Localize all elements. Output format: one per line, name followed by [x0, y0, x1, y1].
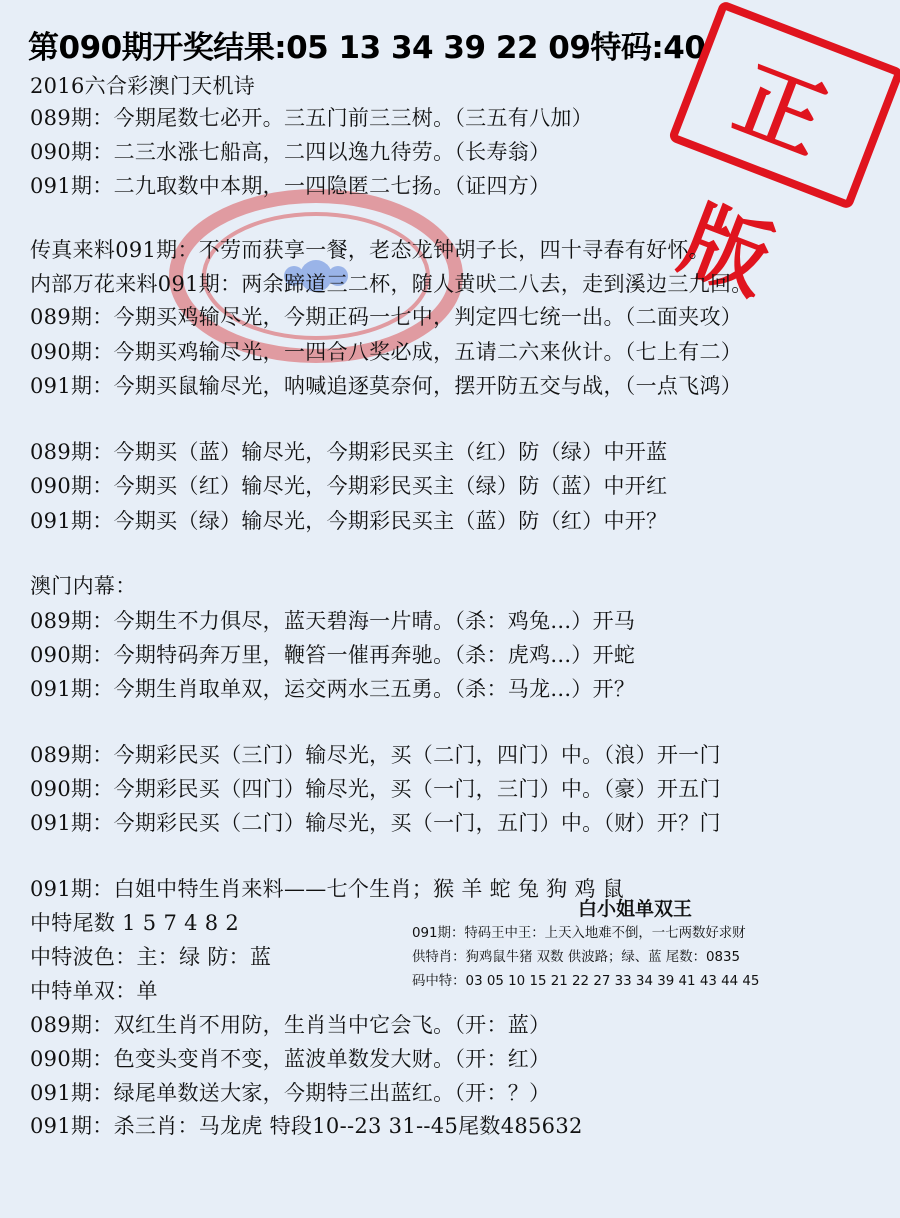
text-line: 091期：绿尾单数送大家，今期特三出蓝红。（开：？）: [30, 1081, 551, 1105]
text-line: 089期：今期尾数七必开。三五门前三三树。（三五有八加）: [30, 106, 593, 130]
text-line: 中特波色：主：绿 防：蓝: [30, 945, 272, 969]
text-line: 089期：双红生肖不用防，生肖当中它会飞。（开：蓝）: [30, 1013, 551, 1037]
text-line: 089期：今期生不力俱尽，蓝天碧海一片晴。（杀：鸡兔...）开马: [30, 609, 636, 633]
text-line: 089期：今期买（蓝）输尽光，今期彩民买主（红）防（绿）中开蓝: [30, 440, 668, 464]
text-line: 中特尾数 1 5 7 4 8 2: [30, 911, 240, 935]
text-line: 090期：今期买（红）输尽光，今期彩民买主（绿）防（蓝）中开红: [30, 474, 668, 498]
text-line: 089期：今期彩民买（三门）输尽光，买（二门，四门）中。（浪）开一门: [30, 743, 721, 767]
box-line: 091期：特码王中王：上天入地难不倒，一七两数好求财: [412, 926, 746, 941]
text-line: 089期：今期买鸡输尽光，今期正码一七中，判定四七统一出。（二面夹攻）: [30, 305, 743, 329]
poem-title: 2016六合彩澳门天机诗: [30, 74, 256, 98]
text-line: 090期：色变头变肖不变，蓝波单数发大财。（开：红）: [30, 1047, 551, 1071]
box-line: 码中特：03 05 10 15 21 22 27 33 34 39 41 43 44 45: [412, 974, 760, 989]
text-line: 091期：二九取数中本期，一四隐匿二七扬。（证四方）: [30, 174, 551, 198]
section-heading: 澳门内幕：: [30, 574, 137, 598]
authentic-stamp: 正版: [668, 0, 900, 210]
text-line: 091期：今期买鼠输尽光，呐喊追逐莫奈何，摆开防五交与战，（一点飞鸿）: [30, 374, 743, 398]
text-line: 090期：今期买鸡输尽光，一四合八奖必成，五请二六来伙计。（七上有二）: [30, 340, 743, 364]
text-line: 090期：今期特码奔万里，鞭笞一催再奔驰。（杀：虎鸡...）开蛇: [30, 643, 636, 667]
text-line: 内部万花来料091期：两余蹄道三二杯，随人黄吠二八去，走到溪边三九回。: [30, 272, 753, 296]
text-line: 091期：杀三肖：马龙虎 特段10--23 31--45尾数485632: [30, 1114, 583, 1138]
box-line: 供特肖：狗鸡鼠牛猪 双数 供波路；绿、蓝 尾数：0835: [412, 950, 741, 965]
text-line: 090期：二三水涨七船高，二四以逸九待劳。（长寿翁）: [30, 140, 551, 164]
draw-result-headline: 第090期开奖结果:05 13 34 39 22 09特码:40: [28, 30, 706, 66]
text-line: 091期：今期彩民买（二门）输尽光，买（一门，五门）中。（财）开？门: [30, 811, 721, 835]
text-line: 传真来料091期：不劳而获享一餐，老态龙钟胡子长，四十寻春有好怀。: [30, 238, 710, 262]
text-line: 091期：白姐中特生肖来料——七个生肖；猴 羊 蛇 兔 狗 鸡 鼠: [30, 877, 625, 901]
box-title: 白小姐单双王: [578, 898, 693, 920]
text-line: 091期：今期生肖取单双，运交两水三五勇。（杀：马龙...）开？: [30, 677, 636, 701]
text-line: 090期：今期彩民买（四门）输尽光，买（一门，三门）中。（豪）开五门: [30, 777, 721, 801]
text-line: 中特单双：单: [30, 979, 158, 1003]
text-line: 091期：今期买（绿）输尽光，今期彩民买主（蓝）防（红）中开？: [30, 509, 668, 533]
